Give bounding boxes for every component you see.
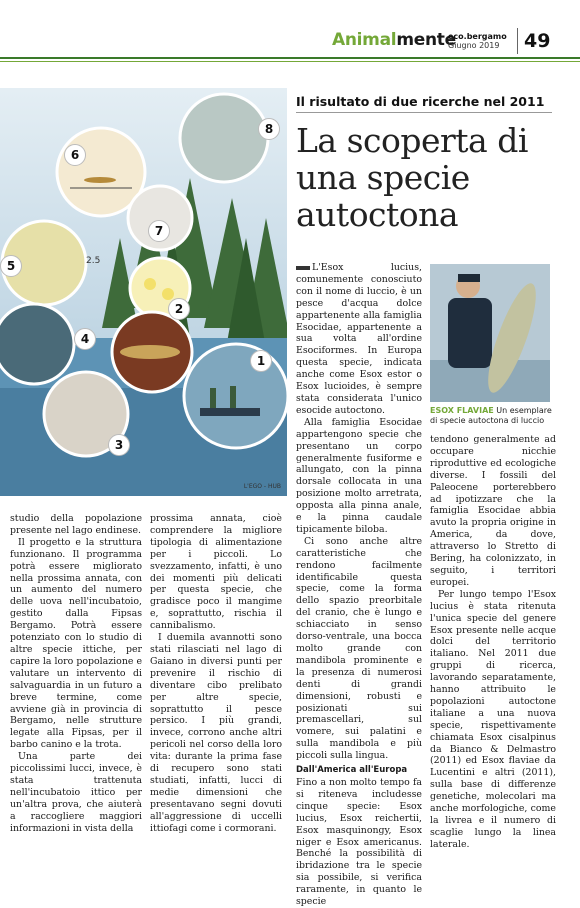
paragraph: Per lungo tempo l'Esox lucius è stata ritenuta l'unica specie del genere Esox presente nelle acque dolci del territorio italiano. Nel 2011 due gruppi di ricerca, lavorando separatamente, hanno attribuito le popolazioni autoctone italiane a una nuova specie, rispettivamente chiamata Esox cisalpinus da Bianco & Delmastro (2011) ed Esox flaviae da Lucentini e altri (2011), sulla base di differenze genetiche, molecolari ma anche morfologiche, come la livrea e il numero di scaglie lungo la linea laterale. (430, 588, 556, 850)
header-rule (0, 57, 580, 59)
paragraph: Una parte dei piccolissimi lucci, invece, è stata trattenuta nell'incubatoio ittico per un'altra prova, che aiuterà a raccogliere maggiori informazioni in vista della (10, 751, 142, 834)
pike-photo (430, 264, 550, 402)
paragraph: Ci sono anche altre caratteristiche che rendono facilmente identificabile questa specie, come la forma dello spazio preorbitale del cranio, che è lungo e schiacciato in senso dorso-ventrale, una bocca molto grande con mandibola prominente e la presenza di numerosi denti di grandi dimensioni, robusti e posizionati sui premascellari, sul vomere, sui palatini e sulla mandibola e più piccoli sulla lingua. (296, 535, 422, 762)
infographic-illustration (0, 88, 287, 496)
paragraph: Alla famiglia Esocidae appartengono specie che presentano un corpo generalmente fusiforme e allungato, con la pinna dorsale collocata in una posizione molto arretrata, opposta alla pinna anale, e la pinna caudale tipicamente biloba. (296, 416, 422, 535)
badge-6: 6 (64, 144, 86, 166)
kicker-rule (296, 112, 552, 113)
article-column-left (10, 513, 142, 834)
lead-marker (296, 266, 310, 270)
paragraph: prossima annata, cioè comprendere la migliore tipologia di alimentazione per i piccoli. Lo svezzamento, infatti, è uno dei momenti più delicati per questa specie, che gradisce poco il mangime e, soprattutto, rischia il cannibalismo. (150, 513, 282, 632)
paragraph: L'Esox lucius, comunemente conosciuto con il nome di luccio, è un pesce d'acqua dolce appartenente alla famiglia Esocidae, appartenente a sua volta all'ordine Esociformes. In Europa questa specie, indicata anche come Esox estor o Esox lucioides, è sempre stata considerata l'unico esocide autoctono. (296, 262, 422, 416)
infographic-art (0, 88, 287, 496)
caption-species: ESOX FLAVIAE (430, 406, 494, 415)
article-column-middle (296, 262, 422, 908)
caption-text: Un esemplare di specie autoctona di luccio (430, 406, 552, 425)
header-divider (517, 28, 518, 54)
page-number: 49 (524, 30, 551, 52)
publication-name: eco.bergamo (448, 32, 507, 41)
badge-7: 7 (148, 220, 170, 242)
publication-info (448, 32, 507, 50)
badge-1: 1 (250, 350, 272, 372)
paragraph: studio della popolazione presente nel lago endinese. (10, 513, 142, 536)
section-title: Animalmente (332, 30, 456, 50)
paragraph: tendono generalmente ad occupare nicchie riproduttive ed ecologiche diverse. I fossili del Paleocene porterebbero ad ipotizzare che la famiglia Esocidae abbia avuto la propria origine in America, da dove, attraverso lo Stretto di Bering, ha colonizzato, in seguito, i territori europei. (430, 434, 556, 588)
paragraph: I duemila avannotti sono stati rilasciati nel lago di Gaiano in diversi punti per prevenire il rischio di diventare cibo prelibato per altre specie, soprattutto il pesce persico. I più grandi, invece, corrono anche altri pericoli nel corso della loro vita: durante la prima fase di recupero sono stati studiati, infatti, lucci di medie dimensioni che presentavano segni dovuti all'aggressione di uccelli ittiofagi come i cormorani. (150, 632, 282, 834)
badge-3: 3 (108, 434, 130, 456)
paragraph: Il progetto e la struttura funzionano. Il programma potrà essere migliorato nella prossima annata, con un aumento del numero delle uova nell'incubatoio, gestito dalla Fipsas Bergamo. Potrà essere potenziato con lo studio di altre specie ittiche, per capire la loro popolazione e valutare un intervento di salvaguardia in un futuro a breve termine, come avviene già in provincia di Bergamo, nelle strutture legate alla Fipsas, per il barbo canino e la trota. (10, 536, 142, 751)
article-column-right (430, 434, 556, 851)
issue-date: Giugno 2019 (448, 41, 500, 50)
ruler-label: 2.5 (86, 256, 101, 266)
badge-8: 8 (258, 118, 280, 140)
article-subhead: Dall'America all'Europa (296, 765, 408, 776)
photo-caption (430, 406, 556, 426)
pike-photo-art (430, 264, 550, 402)
article-kicker: Il risultato di due ricerche nel 2011 (296, 94, 545, 109)
page-header (0, 0, 580, 56)
badge-5: 5 (0, 255, 22, 277)
header-rule-thin (0, 61, 580, 62)
paragraph: Fino a non molto tempo fa si riteneva includesse cinque specie: Esox lucius, Esox reichertii, Esox masquinongy, Esox niger e Esox americanus. Benché la possibilità di ibridazione tra le specie sia possibile, si verifica raramente, in quanto le specie (296, 776, 422, 908)
illustration-credit: L'EGO - HUB (243, 483, 281, 490)
article-title: La scoperta di una specie autoctona (296, 121, 528, 234)
badge-2: 2 (168, 298, 190, 320)
badge-4: 4 (74, 328, 96, 350)
article-column-center (150, 513, 282, 834)
